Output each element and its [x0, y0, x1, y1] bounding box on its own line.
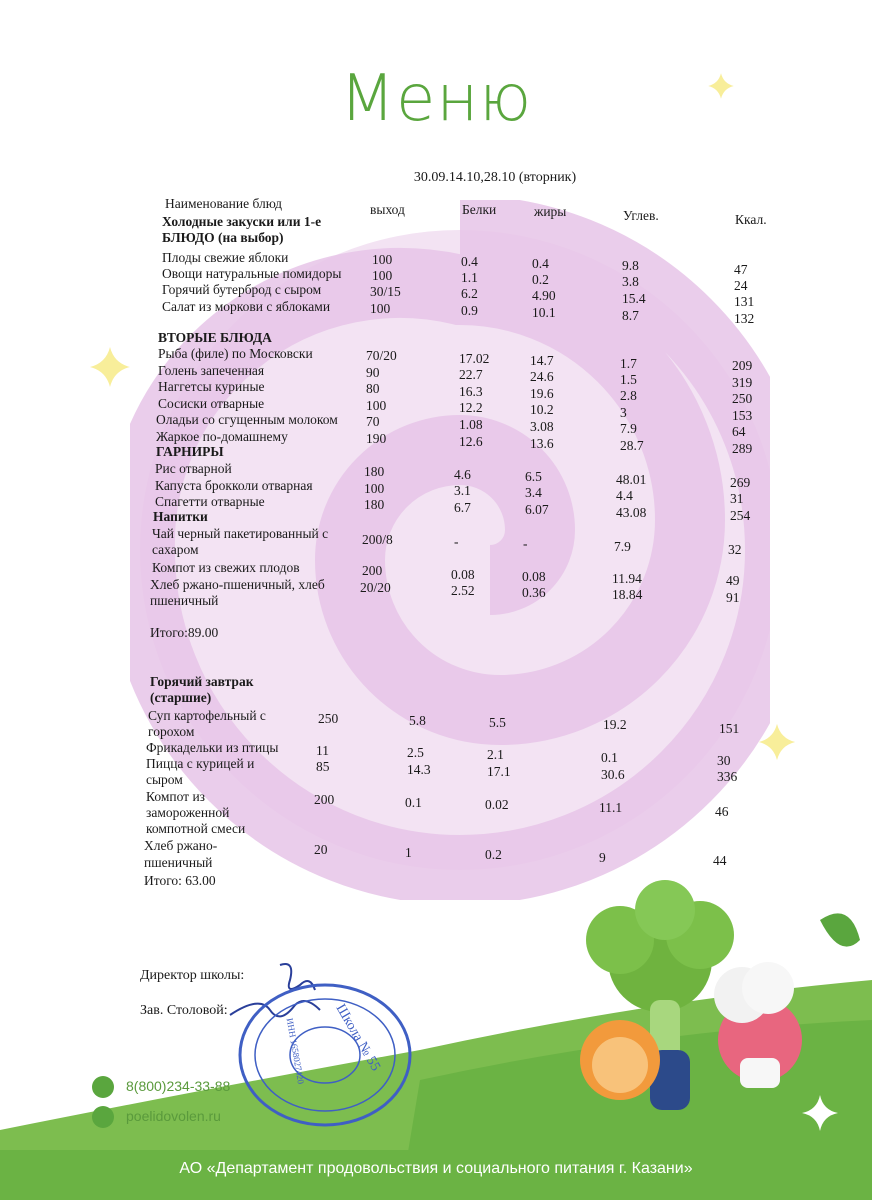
dish-name: Спагетти отварные [155, 494, 265, 509]
dish-name: пшеничный [144, 855, 213, 870]
dish-kcal: 31 [730, 491, 744, 506]
sparkle-icon [88, 345, 132, 389]
dish-carbs: 15.4 [622, 291, 646, 306]
dish-output: 70 [366, 414, 380, 429]
phone-number[interactable]: 8(800)234-33-88 [126, 1078, 231, 1094]
menu-date: 30.09.14.10,28.10 (вторник) [413, 170, 577, 185]
dish-output: 70/20 [366, 348, 397, 363]
col-carbs: Углев. [623, 208, 659, 223]
dish-carbs: 7.9 [620, 421, 637, 436]
dish-name: Рис отварной [155, 461, 232, 476]
dish-output: 100 [370, 301, 391, 316]
phone-icon [92, 1076, 114, 1098]
dish-carbs: 18.84 [612, 587, 643, 602]
dish-output: 200/8 [362, 532, 393, 547]
total-breakfast: Итого: 63.00 [144, 873, 216, 888]
dish-protein: 6.7 [454, 500, 471, 515]
dish-name: Суп картофельный с [148, 708, 266, 723]
dish-fat: 0.2 [532, 272, 549, 287]
dish-carbs: 19.2 [603, 717, 627, 732]
dish-kcal: 44 [713, 853, 727, 868]
dish-protein: 2.52 [451, 583, 475, 598]
dish-output: 20 [314, 842, 328, 857]
dish-protein: 1 [405, 845, 412, 860]
dish-carbs: 9.8 [622, 258, 639, 273]
dish-fat: 6.5 [525, 469, 542, 484]
page-title: Меню [339, 62, 533, 136]
dish-name: сахаром [152, 542, 199, 557]
dish-name: Сосиски отварные [158, 396, 265, 411]
signature-director-label: Директор школы: [140, 968, 245, 983]
dish-name: сыром [146, 772, 183, 787]
dish-carbs: 11.94 [612, 571, 642, 586]
dish-fat: 2.1 [487, 747, 504, 762]
dish-kcal: 91 [726, 590, 740, 605]
dish-name: Хлеб ржано-пшеничный, хлеб [150, 577, 325, 592]
dish-name: Горячий бутерброд с сыром [162, 282, 322, 297]
dish-name: пшеничный [150, 593, 219, 608]
dish-carbs: 8.7 [622, 308, 639, 323]
footer-org: АО «Департамент продовольствия и социального питания г. Казани» [179, 1160, 693, 1177]
dish-name: Пицца с курицей и [146, 756, 255, 771]
dish-carbs: 0.1 [601, 750, 618, 765]
sparkle-icon [757, 722, 797, 762]
dish-name: горохом [148, 724, 195, 739]
section-breakfast: Горячий завтрак (старшие) [150, 674, 254, 705]
dish-protein: 17.02 [459, 351, 490, 366]
dish-protein: 0.1 [405, 795, 422, 810]
dish-carbs: 1.7 [620, 356, 637, 371]
dish-name: Овощи натуральные помидоры [162, 266, 342, 281]
dish-output: 100 [372, 268, 393, 283]
dish-output: 180 [364, 464, 385, 479]
dish-fat: 0.2 [485, 847, 502, 862]
dish-output: 85 [316, 759, 330, 774]
dish-output: 180 [364, 497, 385, 512]
total-lunch: Итого:89.00 [150, 625, 219, 640]
dish-fat: 10.2 [530, 402, 554, 417]
dish-kcal: 32 [728, 542, 742, 557]
dish-kcal: 209 [732, 358, 753, 373]
col-output: выход [370, 202, 405, 217]
dish-name: компотной смеси [146, 821, 246, 836]
dish-kcal: 64 [732, 424, 746, 439]
dish-protein: 1.1 [461, 270, 478, 285]
dish-fat: 14.7 [530, 353, 554, 368]
section-cold: Холодные закуски или 1-е БЛЮДО (на выбор) [162, 214, 322, 245]
stamp-text: Школа № 55 [332, 1001, 383, 1074]
school-stamp [235, 980, 415, 1130]
dish-name: Капуста брокколи отварная [155, 478, 313, 493]
dish-protein: 0.4 [461, 254, 478, 269]
dish-fat: 17.1 [487, 764, 511, 779]
dish-protein: 12.2 [459, 400, 483, 415]
dish-carbs: 3 [620, 405, 627, 420]
dish-fat: 0.4 [532, 256, 549, 271]
dish-name: Оладьи со сгущенным молоком [156, 412, 338, 427]
dish-output: 100 [364, 481, 385, 496]
dish-name: Салат из моркови с яблоками [162, 299, 331, 314]
globe-icon [92, 1106, 114, 1128]
dish-name: Компот из свежих плодов [152, 560, 300, 575]
dish-fat: 0.02 [485, 797, 509, 812]
dish-carbs: 28.7 [620, 438, 644, 453]
dish-fat: 3.4 [525, 485, 542, 500]
dish-carbs: 9 [599, 850, 606, 865]
dish-output: 250 [318, 711, 339, 726]
dish-protein: 3.1 [454, 483, 471, 498]
dish-name: Голень запеченная [158, 363, 265, 378]
dish-kcal: 153 [732, 408, 753, 423]
dish-kcal: 24 [734, 278, 748, 293]
dish-protein: 0.9 [461, 303, 478, 318]
dish-kcal: 47 [734, 262, 748, 277]
dish-protein: 14.3 [407, 762, 431, 777]
dish-fat: 6.07 [525, 502, 549, 517]
website-link[interactable]: poelidovolen.ru [126, 1108, 221, 1124]
dish-kcal: 151 [719, 721, 740, 736]
section-second: ВТОРЫЕ БЛЮДА [158, 330, 272, 345]
dish-kcal: 319 [732, 375, 753, 390]
dish-fat: 10.1 [532, 305, 556, 320]
dish-carbs: 1.5 [620, 372, 637, 387]
dish-protein: - [454, 534, 459, 549]
dish-protein: 22.7 [459, 367, 483, 382]
section-garnish: ГАРНИРЫ [156, 444, 224, 459]
dish-kcal: 49 [726, 573, 740, 588]
dish-fat: 4.90 [532, 288, 556, 303]
dish-kcal: 46 [715, 804, 729, 819]
dish-fat: 24.6 [530, 369, 554, 384]
dish-name: Наггетсы куриные [158, 379, 265, 394]
dish-name: замороженной [146, 805, 230, 820]
dish-fat: 0.08 [522, 569, 546, 584]
dish-kcal: 254 [730, 508, 751, 523]
dish-output: 30/15 [370, 284, 401, 299]
dish-kcal: 132 [734, 311, 755, 326]
dish-fat: 13.6 [530, 436, 554, 451]
col-kcal: Ккал. [735, 212, 767, 227]
dish-protein: 4.6 [454, 467, 471, 482]
dish-protein: 16.3 [459, 384, 483, 399]
dish-output: 20/20 [360, 580, 391, 595]
dish-carbs: 48.01 [616, 472, 647, 487]
dish-output: 100 [366, 398, 387, 413]
dish-protein: 2.5 [407, 745, 424, 760]
dish-fat: 19.6 [530, 386, 554, 401]
section-drinks: Напитки [153, 509, 208, 524]
dish-fat: - [523, 536, 528, 551]
dish-fat: 3.08 [530, 419, 554, 434]
stamp-inn: ИНН 1658027420 [284, 1017, 307, 1085]
dish-fat: 5.5 [489, 715, 506, 730]
dish-kcal: 336 [717, 769, 738, 784]
dish-protein: 12.6 [459, 434, 483, 449]
dish-output: 200 [362, 563, 383, 578]
signature-canteen-label: Зав. Столовой: [140, 1003, 228, 1018]
dish-carbs: 7.9 [614, 539, 631, 554]
dish-name: Чай черный пакетированный с [152, 526, 329, 541]
dish-output: 190 [366, 431, 387, 446]
dish-kcal: 30 [717, 753, 731, 768]
dish-protein: 1.08 [459, 417, 483, 432]
dish-name: Рыба (филе) по Московски [158, 346, 313, 361]
dish-fat: 0.36 [522, 585, 546, 600]
dish-carbs: 2.8 [620, 388, 637, 403]
dish-name: Фрикадельки из птицы [146, 740, 279, 755]
dish-carbs: 4.4 [616, 488, 633, 503]
dish-protein: 0.08 [451, 567, 475, 582]
col-name: Наименование блюд [165, 196, 283, 211]
dish-protein: 5.8 [409, 713, 426, 728]
dish-kcal: 131 [734, 294, 755, 309]
dish-carbs: 43.08 [616, 505, 647, 520]
dish-protein: 6.2 [461, 286, 478, 301]
dish-kcal: 250 [732, 391, 753, 406]
dish-output: 80 [366, 381, 380, 396]
dish-output: 11 [316, 743, 329, 758]
dish-name: Плоды свежие яблоки [162, 250, 289, 265]
dish-output: 90 [366, 365, 380, 380]
dish-output: 200 [314, 792, 335, 807]
dish-name: Компот из [146, 789, 205, 804]
col-fat: жиры [534, 204, 567, 219]
dish-name: Жаркое по-домашнему [156, 429, 288, 444]
dish-carbs: 11.1 [599, 800, 623, 815]
dish-output: 100 [372, 252, 393, 267]
dish-kcal: 269 [730, 475, 751, 490]
col-protein: Белки [462, 202, 497, 217]
dish-kcal: 289 [732, 441, 753, 456]
dish-carbs: 3.8 [622, 274, 639, 289]
dish-carbs: 30.6 [601, 767, 625, 782]
dish-name: Хлеб ржано- [144, 838, 218, 853]
